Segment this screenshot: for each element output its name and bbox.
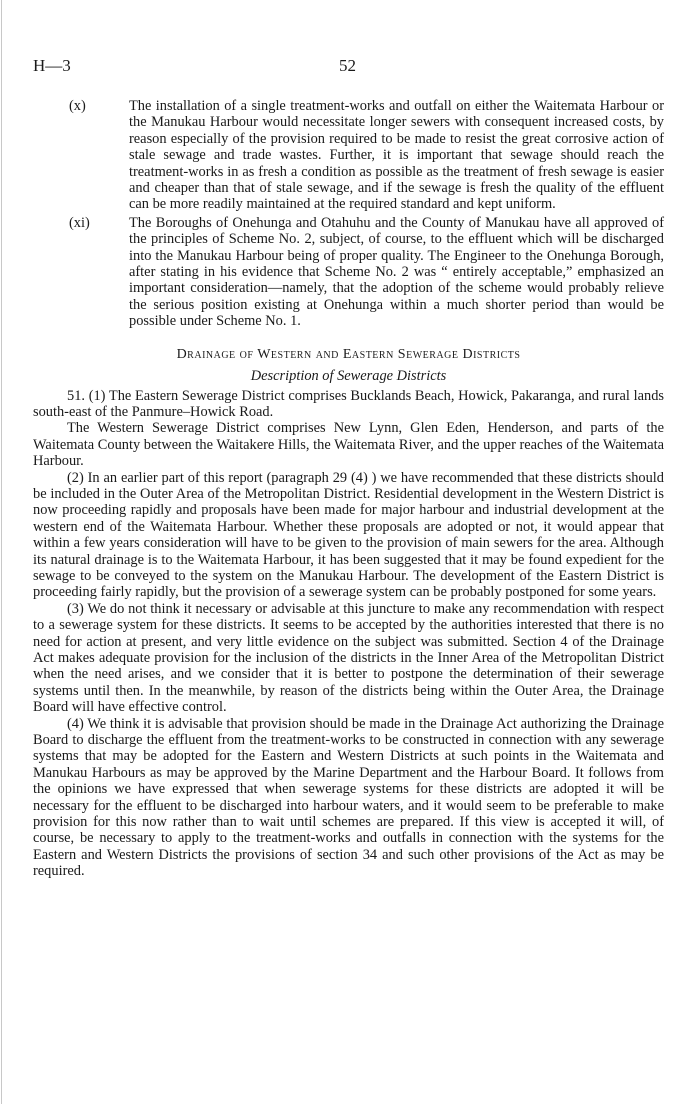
paragraph: (2) In an earlier part of this report (paragraph 29 (4) ) we have recommended that these districts should be included in the Outer Area of the Metropolitan District. Residential development in the Western District is now proceeding rapidly and proposals have been made for major harbour and industrial development at the western end of the Waitemata Harbour. Whether these proposals are adopted or not, it would appear that within a few years consideration will have to be given to the provision of main sewers for the area. Although its natural drainage is to the Waitemata Harbour, it has been suggested that it may be found expedient for the sewage to be conveyed to the system on the Manukau Harbour. The development of the Eastern District is proceeding fairly rapidly, but the provision of a sewerage system can be probably postponed for some years. xyxy=(33,469,664,601)
item-number: (xi) xyxy=(69,214,90,231)
section-heading: Drainage of Western and Eastern Sewerage Districts xyxy=(176,346,521,362)
page-header xyxy=(33,56,662,78)
document-reference: H—3 xyxy=(33,56,71,75)
page-body xyxy=(33,98,664,880)
section-subheading: Description of Sewerage Districts xyxy=(250,368,447,385)
item-text: The installation of a single treatment-works and outfall on either the Waitemata Harbour or the Manukau Harbour would necessitate longer sewers with consequent increased costs, by reason especially of the provision required to be made to resist the great corrosive action of stale sewage and trade wastes. Further, it is important that sewage should reach the treatment-works in as fresh a condition as possible as the treatment of fresh sewage is easier and cheaper than that of stale sewage, and if the sewage is fresh the quality of the effluent can be more readily maintained at the required standard and kept uniform. xyxy=(129,98,664,213)
paragraph: The Western Sewerage District comprises New Lynn, Glen Eden, Henderson, and parts of the Waitemata County between the Waitakere Hills, the Waitemata River, and the upper reaches of the Waitemata Harbour. xyxy=(33,420,664,470)
list-item xyxy=(33,215,664,330)
page-edge-rule xyxy=(1,0,2,1104)
item-text: The Boroughs of Onehunga and Otahuhu and the County of Manukau have all approved of the principles of Scheme No. 2, subject, of course, to the effluent which will be discharged into the Manukau Harbour being of proper quality. The Engineer to the Onehunga Borough, after stating in his evidence that Scheme No. 2 was “ entirely acceptable,” emphasized an important consideration—namely, that the adoption of the scheme would probably relieve the serious position existing at Onehunga within a much shorter period than would be possible under Scheme No. 1. xyxy=(129,214,664,330)
item-number: (x) xyxy=(69,98,86,114)
page-number: 52 xyxy=(339,56,356,75)
paragraph: (3) We do not think it necessary or advisable at this juncture to make any recommendation with respect to a sewerage system for these districts. It seems to be accepted by the authorities interested that there is no need for action at present, and very little evidence on the subject was submitted. Section 4 of the Drainage Act makes adequate provision for the inclusion of the districts in the Inner Area of the Metropolitan District when the need arises, and we consider that it is better to postpone the determination of their sewerage systems until then. In the meanwhile, by reason of the districts being within the Outer Area, the Drainage Board will have effective control. xyxy=(33,600,664,716)
paragraph: 51. (1) The Eastern Sewerage District comprises Bucklands Beach, Howick, Pakaranga, and rural lands south-east of the Panmure–Howick Road. xyxy=(33,387,664,420)
list-item xyxy=(33,98,664,213)
paragraph: (4) We think it is advisable that provision should be made in the Drainage Act authorizing the Drainage Board to discharge the effluent from the treatment-works to be constructed in connection with any sewerage systems that may be adopted for the Eastern and Western Districts at such points in the Waitemata and Manukau Harbours as may be approved by the Marine Department and the Harbour Board. It follows from the opinions we have expressed that when sewerage systems for these districts are adopted it will be necessary for the effluent to be discharged into harbour waters, and it would seem to be preferable to make provision for this now rather than to wait until schemes are prepared. If this view is accepted it will, of course, be necessary to apply to the treatment-works and outfalls in connection with the systems for the Eastern and Western Districts the provisions of section 34 and such other provisions of the Act as may be required. xyxy=(33,715,664,880)
